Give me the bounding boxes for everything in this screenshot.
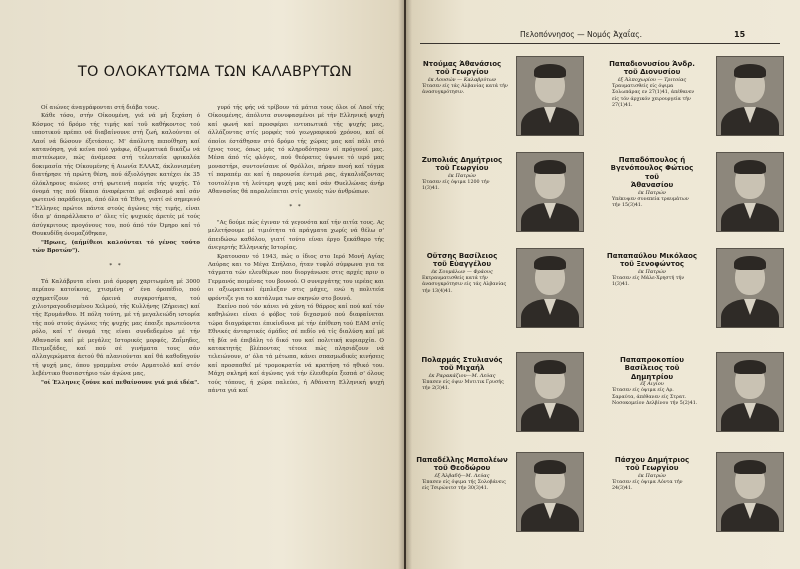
entry-caption	[416, 252, 508, 295]
entry-caption	[606, 60, 698, 109]
memorial-entry	[416, 452, 606, 548]
entry-place: έκ Πατρών	[637, 268, 667, 275]
memorial-entry	[606, 56, 796, 152]
entry-description: Εκτραυματισθείς κατά τήν άνασυγκρότησιν είς τάς Αλβανίας τήν 13(4)41.	[422, 275, 507, 294]
paragraph: γυρό τής φής νά τρίβουν τά μάτια τους όλοι οί Λαοί τής Οίκουμένης, άπόλυτα συνυφασμένοι μέ τήν Ελληνική ψυχή καί φωνή καί προσφέρει εντυπωτικά τής ψυχής μας, άλλάζοντας στίς μορφές τού γεωγραφικού χρόνου, καί οί όποίοι έστάθησαν στό δρόμο τής χώρας μας καί πάλι στό ίχνος τους, όπως μάς τό κληροδότησαν οί πρόγονοί μας. Μέσα άπό τίς φλόγες, πού θεόρατες ύψωνε τό ιερό μας μοναστήρι, συντονίσανε οί Φρόλλοι, πήραν πνοή καί τόγμα τί παραπέμ αε καί ή παρουσία έντιμά ρας, άγκαλιάζοντας τουτολίγια τή λεύτερη ψυχή μας καί σάν Θυελλώνας άνήρ Αθανασίας θά παραλείπεται στίς γενεές τών άνθρώπων.	[208, 105, 384, 196]
entry-name: Οὔτσης Βασίλειος τοῦ Εὐαγγέλου	[426, 252, 498, 269]
left-column	[32, 104, 200, 387]
portrait-photo	[716, 248, 784, 328]
entry-description: Έπασεν είς όψιν Μυτιτικ Γρυσής τήν 2(3)41.	[422, 379, 504, 392]
book-gutter	[398, 0, 412, 569]
entry-caption	[606, 252, 698, 289]
entry-place: έξ Αιγίου	[640, 381, 664, 388]
memorial-entry	[606, 248, 796, 344]
paragraph-bold: "οί Έλληνες ζούνε καί πεθαίνουνε γιά μιά ιδέα".	[41, 379, 200, 386]
entry-place: έξ Άλβαδή—Μ. Λεύας	[434, 472, 490, 479]
entry-caption	[416, 156, 508, 193]
memorial-entry	[416, 352, 606, 448]
entry-name: Παπαδόπουλος ή Βγενόπουλος Φώτιος τοῦ Άθανασίου	[610, 156, 694, 190]
entry-caption	[416, 60, 508, 97]
memorial-entry	[606, 452, 796, 548]
entry-description: Έτασεν είς όψιμα Λόντα τήν 24(3)41.	[612, 479, 683, 492]
entry-description: Έτασεν είς όψιμα 1200 τήν 1(3)41.	[422, 179, 490, 192]
entry-description: Τραυματισθείς είς όψιμα Σολωπάρας εν 27(1)41, άπέθανεν είς τόν άρχικόν χειρουργεία τήν 27(1)41.	[612, 83, 695, 109]
entry-place: έκ Πατρών	[447, 172, 477, 179]
paragraph-bold: "Ηρωες, (αήμίθεοι καλούνται τό γένος τούτο τών Βροτών").	[32, 239, 200, 254]
entry-place: έκ Πατρών	[637, 472, 667, 479]
entry-name: Παπαπροκοπίου Βασίλειος τοῦ Δημητρίου	[620, 356, 684, 381]
entry-name: Παπαπαύλου Μικόλαος τοῦ Ξενοφώντος	[606, 252, 698, 269]
memorial-entry	[416, 152, 606, 248]
entry-place: έξ Άλποχωρίου — Τριτοίας	[617, 76, 687, 83]
portrait-photo	[516, 152, 584, 232]
section-divider: * *	[109, 263, 123, 270]
page-number: 15	[734, 30, 746, 39]
portrait-photo	[516, 248, 584, 328]
paragraph: "Ας δούμε πώς έγιναν τά γεγονότα καί τήν αιτία τους. Ας μελετήσουμε μέ τιμιότητα τά πράγματα χωρίς νά θέλω σ' άπειδώσω καθόλου, γιατί τούτο είναι έργο ξεκάθαρο τής άνεγερτής Ελληνικής Ιστορίας.	[208, 219, 384, 252]
memorial-entry	[606, 352, 796, 448]
entry-name: Παπαδιονυσίου Άνδρ. τοῦ Διονυσίου	[609, 60, 695, 77]
memorial-entry	[416, 56, 606, 152]
entry-caption	[416, 456, 508, 493]
entry-caption	[606, 156, 698, 209]
entry-name: Πολαρμάς Στυλιανός τοῦ Μιχαήλ	[421, 356, 503, 373]
paragraph: Εκείνο πού τόν κάνει νά χάνη τό θάρρος καί πού καί τόν καθηλώνει είναι ό φόβος τού διχασμού πού διαφαίνεται τώρα διαγράφεται έπικίνδυνα μέ τήν έπίθεση τού ΕΑΜ στίς Εθνικές άνταρτικές όμάδες σέ πεδίο νά τίς διαλύση καί μέ τή βία νά έπιβάλη τό δικό του καί πολιτική κυριαρχία. Ο κατακτητής βλέποντας τέτοια πώς πλησιάζουν νά τελειώνουν, σ' όλα τά μέτωπα, κάνει σπασμωδικές κινήσεις καί προσπαθεί μέ τρομοκρατία νά κρατήση τό ηθικό του. Μάχη σκληρή καί άγώνας γιά τήν έλευθερία ξεσπά σ' όλους τούς τόπους, ή χώρα παλεύει, ή Αθάνατη Ελληνική ψυχή πάντα γιά καί	[208, 303, 384, 394]
entry-description: Έπασεν είς όψιμα τής Σολοβάνεις είς Τσιρώνιτσ τήν 30(3)41.	[422, 479, 506, 492]
article-title: ΤΟ ΟΛΟΚΑΥΤΩΜΑ ΤΩΝ ΚΑΛΑΒΡΥΤΩΝ	[77, 64, 353, 80]
running-header: Πελοπόννησος — Νομός Άχαΐας.	[520, 30, 643, 39]
entry-description: Υπέκυψεν συνεπεία τραυμάτων τήν 15(3)41.	[612, 196, 689, 209]
paragraph: Οί αιώνες άναγράφονται στή διάβα τους.	[41, 105, 160, 111]
memorial-entry	[606, 152, 796, 248]
memorial-entry	[416, 248, 606, 344]
portrait-photo	[516, 56, 584, 136]
paragraph: Κρατουσαν τό 1943, πώς ο ίδιος στο Ιερό Μονή Αγίας Λαύρας και το Μέγα Σπήλαιο, ήταν τυφλό σύμφωνα για τα τάγματα τών ελευθέρων που διοργάνωσε στις αρχές πριν ο Γερμανός ποιμένας του βουνού. Ο συνεργάτης του ιερέας και οι αξιωματικοί έμπλεξαν στις μάχες, ενώ η πολιτεία φρόντιζε για το κατάλυμα των σκηνών στο βουνό.	[208, 253, 384, 302]
paragraph: Τά Καλάβρυτα είναι μιά όμορφη χαριτωμένη μέ 3000 περίπου κατοίκους, χτισμένη σ' ένα όροπέδιο, πού σχηματίζουν τά όρεινά συγκροτήματα, τού χιλιοτραγουδισμένου Χελμού, τής Κυλλήνης (Ζήρειας) καί τής Ερυμάνθου. Η πόλη τούτη, μέ τή μεγαλειώδη ιστορία τής πού στούς άγώνες τής ψυχής μας έπαιξε πρωτεύοντα ρόλο, καί τ' όνομά της είναι συνδεδεμένο μέ τήν Αθανασία καί μέ μεγάλες Ιστορικές μορφές, Ζαΐμηδες, Πετμεζάδες, καί πού σέ γινήματα τους σάν αλλαγερώματα άετού θά πλανιούνται καί θά καθοδηγούν τή ψυχή μας, όπου γραμμένα στόν Αρματολό καί στόν λεβέντικο θυσιαστήριο τών άγώνα μας,	[32, 278, 200, 378]
portrait-photo	[716, 152, 784, 232]
entry-caption	[606, 356, 698, 407]
entry-place: έκ Πατρών	[637, 189, 667, 196]
entry-caption	[606, 456, 698, 493]
right-column	[208, 104, 384, 395]
page-header	[420, 30, 780, 44]
entry-caption	[416, 356, 508, 393]
portrait-photo	[516, 452, 584, 532]
entry-name: Ζυπολιάς Δημήτριος τοῦ Γεωργίου	[421, 156, 503, 173]
portrait-photo	[716, 352, 784, 432]
entry-place: έκ Λουσών — Καλαβρύτων	[427, 76, 497, 83]
entry-description: Έτασεν είς όψιμα είς Αρ. Σαραύτα, άπέθανεν είς Στρατ. Νοσοκομείον Δελβίνου τήν 5(2)41.	[612, 388, 698, 407]
section-divider: * *	[289, 204, 303, 211]
entry-name: Πάσχου Δημήτριος τοῦ Γεωργίου	[614, 456, 690, 473]
portrait-photo	[716, 56, 784, 136]
entry-name: Ντούμας Άθανάσιος τοῦ Γεωργίου	[422, 60, 502, 77]
portrait-photo	[716, 452, 784, 532]
portrait-photo	[516, 352, 584, 432]
entry-place: έκ Σουμάλων — Φράους	[431, 268, 493, 275]
paragraph: Κάθε τόσο, στήν Οίκουμένη, γιά νά μή ξεχάση ό Κόσμος τό δρόμο τής τιμής καί τοῦ καθήκοντος τού ιπποτικού πρέπει νά διαβαίνουνε στή ζωή, καλούνται οί Λαοί νά δώσουν έξετάσεις. Μ' άπόλυτη πεποίθηση καί κατανόηση, γιά κείνα πού γράφω, άξιωματικά δικάζω νά πιστεύωμεν, πώς άνάμεσα στή τελευταία φρικαλέα δοκιμασία τής Οίκουμένης ή Αιωνία ΕΛΛΑΣ, άκλονισμένη διατήρησε τή πρώτη θέση, πού άξιολόγησε κατέχει έκ 35 όλόκληρους αιώνες στή φωτεινή πορεία τής ψυχής. Τό όνομά της πού δίκαια άναφέρεται μέ σεβασμό καί σάν φωτεινό παράδειγμα, άπό όλα τά Έθνη, γιατί σέ σημερινό "Έλληνες πρώτοι πάντα στούς άγώνες τής τιμής, είναι ίδια μ' άπαράλλακτο σ' όλες τίς ψυχικές άρετές μέ τούς άσύγκριτους προγόνους του, πού άπό τόν Όμηρο καί τό Θουκυδίδη όνομαζόθηκαν,	[32, 113, 200, 238]
entry-name: Παπαδέλλης Μαπολέων τοῦ Θεοδώρου	[416, 456, 508, 473]
entry-description: Έτασεν είς Μάλε-Χρηστή τήν 1(3)41.	[612, 275, 685, 288]
entry-place: έκ Ραρακάζιου—Μ. Λεύας	[428, 372, 496, 379]
header-rule	[420, 43, 780, 44]
entry-description: Έτασεν είς τάς Αλβανίας κατά τήν άνασυγκρότησιν.	[422, 83, 508, 96]
